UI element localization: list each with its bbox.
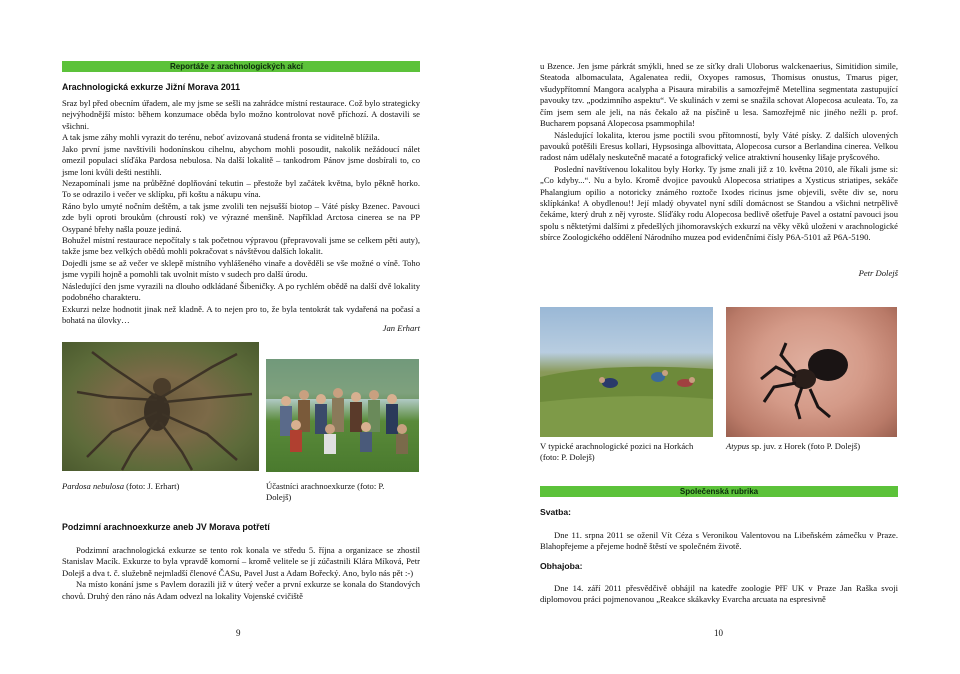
photo-horky bbox=[540, 307, 713, 437]
paragraph: Následující den jsme vyrazili na dlouho odkládané Šibeničky. A po rychlém obědě na další dvě lokality podobného charakteru. bbox=[62, 280, 420, 303]
caption-species: Pardosa nebulosa bbox=[62, 481, 124, 491]
wedding-label: Svatba: bbox=[540, 507, 572, 517]
article-author: Jan Erhart bbox=[382, 323, 420, 333]
paragraph: Následující lokalita, kterou jsme poctili svou přítomností, byly Váté písky. Z dalších ulovených pavouků potěšili Eresus kollari, Hypsosinga albovittata, Alopecosa cursor a Berlandina cinerea. Velkou radost nám udělaly neskutečně macaté a fotografický velice atraktivní housenky lišaje pryšcového. bbox=[540, 129, 898, 163]
paragraph: Sraz byl před obecním úřadem, ale my jsme se sešli na zahrádce místní restaurace. Což bylo strategicky nejvýhodnější místo: během konzumace oběda bylo možno kontrolovat nově příchozí. A dostavili se všichni. bbox=[62, 98, 420, 131]
caption-atypus bbox=[726, 441, 901, 452]
paragraph: Bohužel místní restaurace nepočítaly s tak početnou výpravou (přepravovali jsme se celkem pěti auty), takže jsme bez velkých obědů mohli pokračovat s návštěvou dalších lokalit. bbox=[62, 235, 420, 257]
page-number: 9 bbox=[236, 628, 241, 638]
paragraph: Nezapomínali jsme na průběžné doplňování tekutin – přestože byl začátek května, bylo pěkně horko. To se odrazilo i večer ve sklípku, při koštu a nákupu vína. bbox=[62, 177, 420, 200]
paragraph: Podzimní arachnologická exkurze se tento rok konala ve středu 5. října a organizace se zhostil Stanislav Macík. Exkurze to byla vpravdě komorní – kromě velitele se jí zúčastnili Klára Míková, Petr Dolejš a dva t. č. služebně nejmladší členové ČASu, Pavel Just a Adam Bořecký. Ano, bylo nás pět :-) bbox=[62, 545, 420, 578]
caption-pardosa bbox=[62, 481, 179, 492]
wedding-text bbox=[540, 530, 898, 553]
section-banner-reports: Reportáže z arachnologických akcí bbox=[62, 61, 420, 72]
article-body bbox=[62, 98, 420, 326]
article-continuation bbox=[540, 61, 898, 244]
right-page bbox=[480, 0, 960, 674]
photo-pardosa-nebulosa bbox=[62, 342, 259, 471]
photo-atypus bbox=[726, 307, 897, 437]
section-banner-social: Společenská rubrika bbox=[540, 486, 898, 497]
paragraph: Dne 14. září 2011 přesvědčivě obhájil na katedře zoologie PřF UK v Praze Jan Raška svoji diplomovou práci pojmenovanou „Reakce skákavky Evarcha arcuata na espresivně bbox=[540, 583, 898, 605]
paragraph: Dojedli jsme se až večer ve sklepě místního vyhlášeného vinaře a dověděli se vše možné o víně. Toho jsme vypili hojně a pomohli tak uvolnit místo v sudech pro další úrodu. bbox=[62, 257, 420, 280]
caption-participants: Účastníci arachnoexkurze (foto: P. Dolejš) bbox=[266, 481, 385, 503]
article-title: Arachnologická exkurze Jižní Morava 2011 bbox=[62, 82, 240, 92]
paragraph: Dne 11. srpna 2011 se oženil Vít Céza s Veronikou Valentovou na Libeňském zámečku v Praze. Blahopřejeme a přejeme hodně štěstí ve společném životě. bbox=[540, 530, 898, 552]
article-author: Petr Dolejš bbox=[858, 268, 898, 278]
paragraph: Ráno bylo umyté nočním deštěm, a tak jsme zvolili ten nejsušší biotop – Váté písky Bzenec. Pavouci zde byli oproti broukům (chroustí rok) ve výrazné menšině. Například Arctosa cinerea se na PP Osypané břehy našla pouze jediná. bbox=[62, 200, 420, 234]
paragraph: A tak jsme záhy mohli vyrazit do terénu, neboť avizovaná studená fronta se viditelně blížila. bbox=[62, 132, 380, 143]
paragraph: Poslední navštívenou lokalitou byly Horky. Ty jsme znali již z 10. května 2010, ale říkali jsme si: „Co kdyby...“. Nu a bylo. Kromě dvojice pavouků Alopecosa striatipes a Xysticus striatipes, sekáče Phalangium opilio a notoricky známého roztoče Ixodes ricinus jsme objevili, světe div se, noru sklípkánka! A obydlenou!! Její mladý obyvatel nyní sdílí domácnost se Standou a všichni netrpělivě čekáme, který druh z něj vyroste. Slíďáky rodu Alopecosa bedlivě ošetřuje Pavel a ostatní pavouci jsou spolu s něktetými dalšími z předešlých jihomoravských exkurzí na věky věků uloženi v arachnologické sbírce Zoologického oddělení Národního muzea pod evidenčními čísly P6A-5101 až P6A-5190. bbox=[540, 163, 898, 243]
caption-credit: sp. juv. z Horek (foto P. Dolejš) bbox=[751, 441, 861, 451]
article2-body bbox=[62, 545, 420, 602]
article2-title: Podzimní arachnoexkurze aneb JV Morava potřetí bbox=[62, 522, 270, 532]
paragraph: u Bzence. Jen jsme párkrát smýkli, hned se ze síťky drali Uloborus walckenaerius, Simitidion simile, Steatoda albomaculata, Agalenatea redii, Oxyopes ramosus, Thomisus onustus, Tmarus piger, všudypřítomní Mangora acalypha a Pisaura mirabilis a samozřejmě Metellina segmentata zastupující pavouky tzv. „podzimního aspektu“. Ve skulinách v zemi se snažila schovat Alopecosa aculeata. To, za čím jsem sem ale jeli, na nás čekalo až na písčině u lesa. Samozřejmě nic jiného nežli p. prof. Bucharem popsaná Alopecosa psammophila! bbox=[540, 61, 898, 129]
caption-horky: V typické arachnologické pozici na Horkách (foto: P. Dolejš) bbox=[540, 441, 694, 463]
paragraph: Na místo konání jsme s Pavlem dorazili již v úterý večer a první exkurze se konala do Standových chovů. Druhý den ráno nás Adam odvezl na lokality Vojenské cvičiště bbox=[62, 579, 420, 601]
paragraph: Exkurzi nelze hodnotit jinak než kladně. A to nejen pro to, že byla tentokrát tak vydařená na počasí a bohatá na úlovky… bbox=[62, 303, 420, 326]
caption-species: Atypus bbox=[726, 441, 750, 451]
caption-credit: (foto: J. Erhart) bbox=[126, 481, 180, 491]
paragraph: Jako první jsme navštívili hodonínskou cihelnu, abychom mohli posoudit, nakolik nežádoucí nálet omezil populaci slíďáka Pardosa nebulosa. Na další lokalitě – tankodrom Pánov jsme dosbírali to, co jsme loni kvůli dešti nestihli. bbox=[62, 143, 420, 177]
page-number: 10 bbox=[714, 628, 723, 638]
defense-text bbox=[540, 583, 898, 606]
defense-label: Obhajoba: bbox=[540, 561, 583, 571]
photo-participants bbox=[266, 359, 419, 472]
